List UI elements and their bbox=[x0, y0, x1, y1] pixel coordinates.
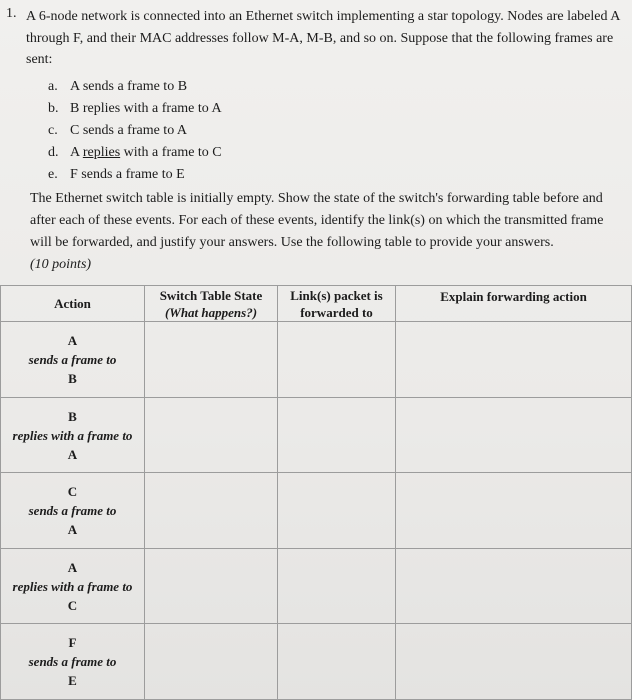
action-cell bbox=[1, 473, 145, 549]
action-from: F bbox=[68, 635, 77, 651]
explain-cell[interactable] bbox=[396, 397, 632, 473]
list-item-letter: a. bbox=[48, 79, 58, 94]
header-links bbox=[278, 286, 396, 322]
explain-cell[interactable] bbox=[396, 624, 632, 700]
explain-cell[interactable] bbox=[396, 322, 632, 398]
action-from: C bbox=[67, 484, 78, 500]
header-links-line2: forwarded to bbox=[300, 304, 373, 320]
action-verb: sends a frame to bbox=[28, 503, 117, 519]
action-verb: sends a frame to bbox=[28, 352, 117, 368]
points-label: (10 points) bbox=[30, 257, 92, 272]
switch-state-cell[interactable] bbox=[145, 624, 278, 700]
list-item bbox=[48, 76, 222, 98]
list-item-letter: b. bbox=[48, 101, 59, 116]
links-cell[interactable] bbox=[278, 473, 396, 549]
switch-state-cell[interactable] bbox=[145, 322, 278, 398]
list-item-text bbox=[70, 142, 222, 164]
header-explain: Explain forwarding action bbox=[396, 286, 632, 322]
explain-cell[interactable] bbox=[396, 548, 632, 624]
list-item-text: B replies with a frame to A bbox=[70, 101, 222, 116]
list-item-text: C sends a frame to A bbox=[70, 123, 188, 138]
question-intro: A 6-node network is connected into an Ethernet switch implementing a star topology. Nodes are labeled A through F, and their MAC addresses follow M-A, M-B, and so on. Suppose that the following frames are sent: bbox=[26, 9, 620, 67]
list-item-text-end: with a frame to C bbox=[120, 145, 222, 160]
list-item-letter: c. bbox=[48, 123, 58, 138]
list-item bbox=[48, 98, 222, 120]
action-cell bbox=[1, 322, 145, 398]
list-item bbox=[48, 120, 222, 142]
table-row bbox=[1, 473, 632, 549]
action-from: B bbox=[68, 408, 77, 424]
action-verb: replies with a frame to bbox=[12, 427, 133, 443]
table-row bbox=[1, 548, 632, 624]
header-links-line1: Link(s) packet is bbox=[290, 287, 383, 303]
action-cell bbox=[1, 397, 145, 473]
list-item-letter: e. bbox=[48, 167, 58, 182]
underlined-word: replies bbox=[82, 145, 121, 160]
switch-state-cell[interactable] bbox=[145, 473, 278, 549]
action-to: A bbox=[67, 522, 78, 538]
action-verb: replies with a frame to bbox=[12, 578, 133, 594]
action-verb: sends a frame to bbox=[28, 654, 117, 670]
action-from: A bbox=[67, 559, 78, 575]
question-number: 1. bbox=[6, 6, 17, 21]
links-cell[interactable] bbox=[278, 322, 396, 398]
list-item-text: F sends a frame to E bbox=[70, 167, 185, 182]
action-to: B bbox=[68, 371, 77, 387]
frame-event-list bbox=[48, 76, 222, 186]
list-item-text-start: A bbox=[70, 145, 83, 160]
action-to: E bbox=[68, 673, 77, 689]
table-row bbox=[1, 322, 632, 398]
explain-cell[interactable] bbox=[396, 473, 632, 549]
list-item bbox=[48, 164, 222, 186]
switch-state-cell[interactable] bbox=[145, 397, 278, 473]
table-header-row bbox=[1, 286, 632, 322]
header-state-line2: (What happens?) bbox=[164, 304, 258, 320]
action-cell bbox=[1, 548, 145, 624]
list-item-letter: d. bbox=[48, 145, 59, 160]
list-item bbox=[48, 142, 222, 164]
instructions-text: The Ethernet switch table is initially empty. Show the state of the switch's forwarding table before and after each of these events. For each of these events, identify the link(s) on which the transmitted frame will be forwarded, and justify your answers. Use the following table to provide your answers. bbox=[30, 191, 604, 250]
links-cell[interactable] bbox=[278, 624, 396, 700]
header-action: Action bbox=[1, 286, 145, 322]
action-from: A bbox=[67, 333, 78, 349]
action-to: A bbox=[67, 446, 78, 462]
links-cell[interactable] bbox=[278, 397, 396, 473]
switch-state-cell[interactable] bbox=[145, 548, 278, 624]
links-cell[interactable] bbox=[278, 548, 396, 624]
instructions-paragraph bbox=[30, 188, 626, 276]
table-row bbox=[1, 624, 632, 700]
header-switch-table-state bbox=[145, 286, 278, 322]
table-row bbox=[1, 397, 632, 473]
list-item-text: A sends a frame to B bbox=[70, 79, 188, 94]
action-to: C bbox=[67, 597, 78, 613]
action-cell bbox=[1, 624, 145, 700]
header-state-line1: Switch Table State bbox=[159, 287, 263, 303]
answer-table bbox=[0, 285, 632, 700]
